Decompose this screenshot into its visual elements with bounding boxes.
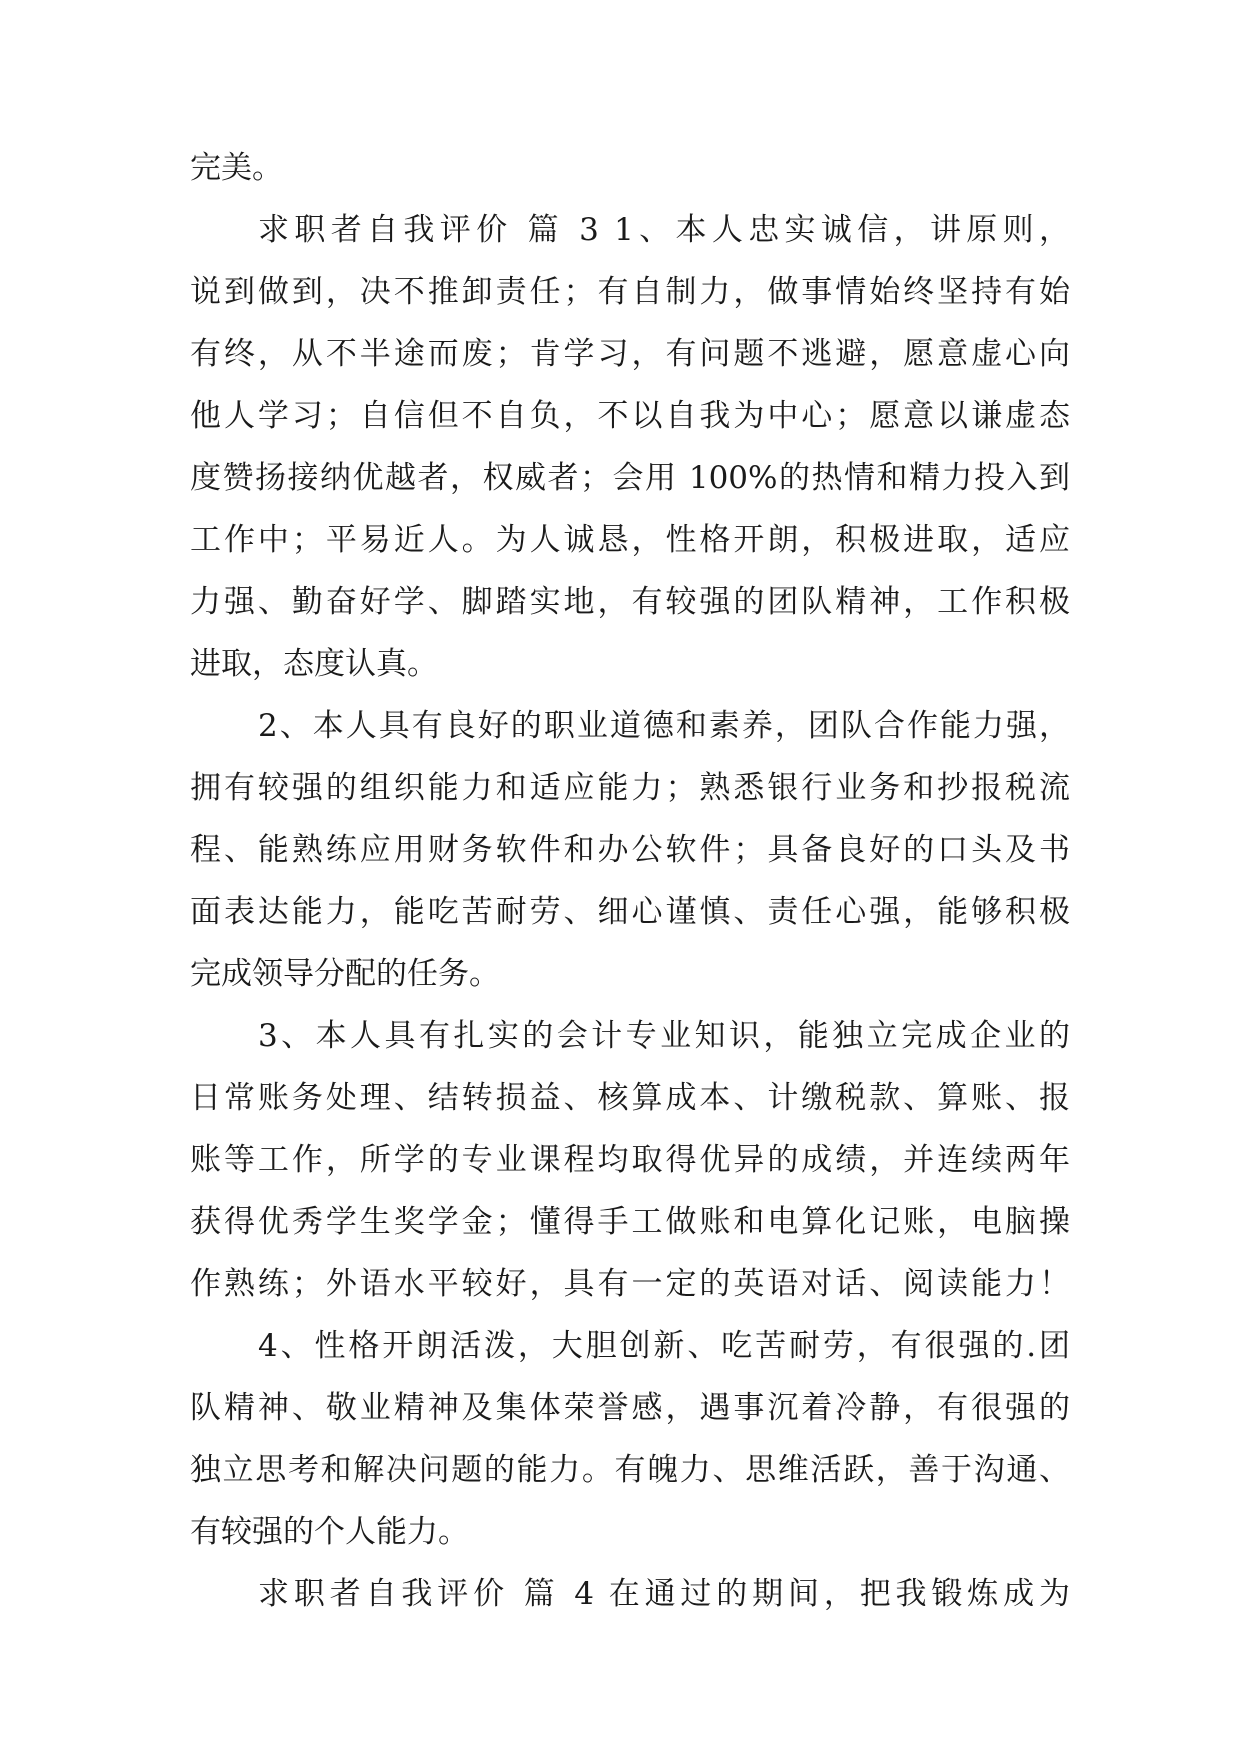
text-line: 账等工作，所学的专业课程均取得优异的成绩，并连续两年 — [190, 1142, 1070, 1178]
text-line: 程、能熟练应用财务软件和办公软件；具备良好的口头及书 — [190, 832, 1070, 868]
text-line: 力强、勤奋好学、脚踏实地，有较强的团队精神，工作积极 — [190, 584, 1070, 620]
paragraph-start-line: 3、本人具有扎实的会计专业知识，能独立完成企业的 — [258, 1018, 1070, 1054]
paragraph-start-line: 2、本人具有良好的职业道德和素养，团队合作能力强， — [258, 708, 1070, 744]
text-line: 获得优秀学生奖学金；懂得手工做账和电算化记账，电脑操 — [190, 1204, 1070, 1240]
text-line: 工作中；平易近人。为人诚恳，性格开朗，积极进取，适应 — [190, 522, 1070, 558]
text-line: 有终，从不半途而废；肯学习，有问题不逃避，愿意虚心向 — [190, 336, 1070, 372]
section-heading-line: 求职者自我评价 篇 3 1、本人忠实诚信，讲原则， — [258, 212, 1070, 248]
text-line: 拥有较强的组织能力和适应能力；熟悉银行业务和抄报税流 — [190, 770, 1070, 806]
paragraph-start-line: 4、性格开朗活泼，大胆创新、吃苦耐劳，有很强的.团 — [258, 1328, 1070, 1364]
text-line: 作熟练；外语水平较好，具有一定的英语对话、阅读能力！ — [190, 1266, 1070, 1302]
text-line: 完美。 — [190, 150, 283, 186]
text-line: 进取，态度认真。 — [190, 646, 438, 682]
text-line: 度赞扬接纳优越者，权威者；会用 100%的热情和精力投入到 — [190, 460, 1070, 496]
text-line: 有较强的个人能力。 — [190, 1514, 469, 1550]
text-line: 队精神、敬业精神及集体荣誉感，遇事沉着冷静，有很强的 — [190, 1390, 1070, 1426]
text-line: 完成领导分配的任务。 — [190, 956, 500, 992]
text-line: 日常账务处理、结转损益、核算成本、计缴税款、算账、报 — [190, 1080, 1070, 1116]
text-line: 说到做到，决不推卸责任；有自制力，做事情始终坚持有始 — [190, 274, 1070, 310]
text-line: 独立思考和解决问题的能力。有魄力、思维活跃，善于沟通、 — [190, 1452, 1070, 1488]
section-heading-line: 求职者自我评价 篇 4 在通过的期间，把我锻炼成为 — [258, 1576, 1070, 1612]
text-line: 他人学习；自信但不自负，不以自我为中心；愿意以谦虚态 — [190, 398, 1070, 434]
text-line: 面表达能力，能吃苦耐劳、细心谨慎、责任心强，能够积极 — [190, 894, 1070, 930]
